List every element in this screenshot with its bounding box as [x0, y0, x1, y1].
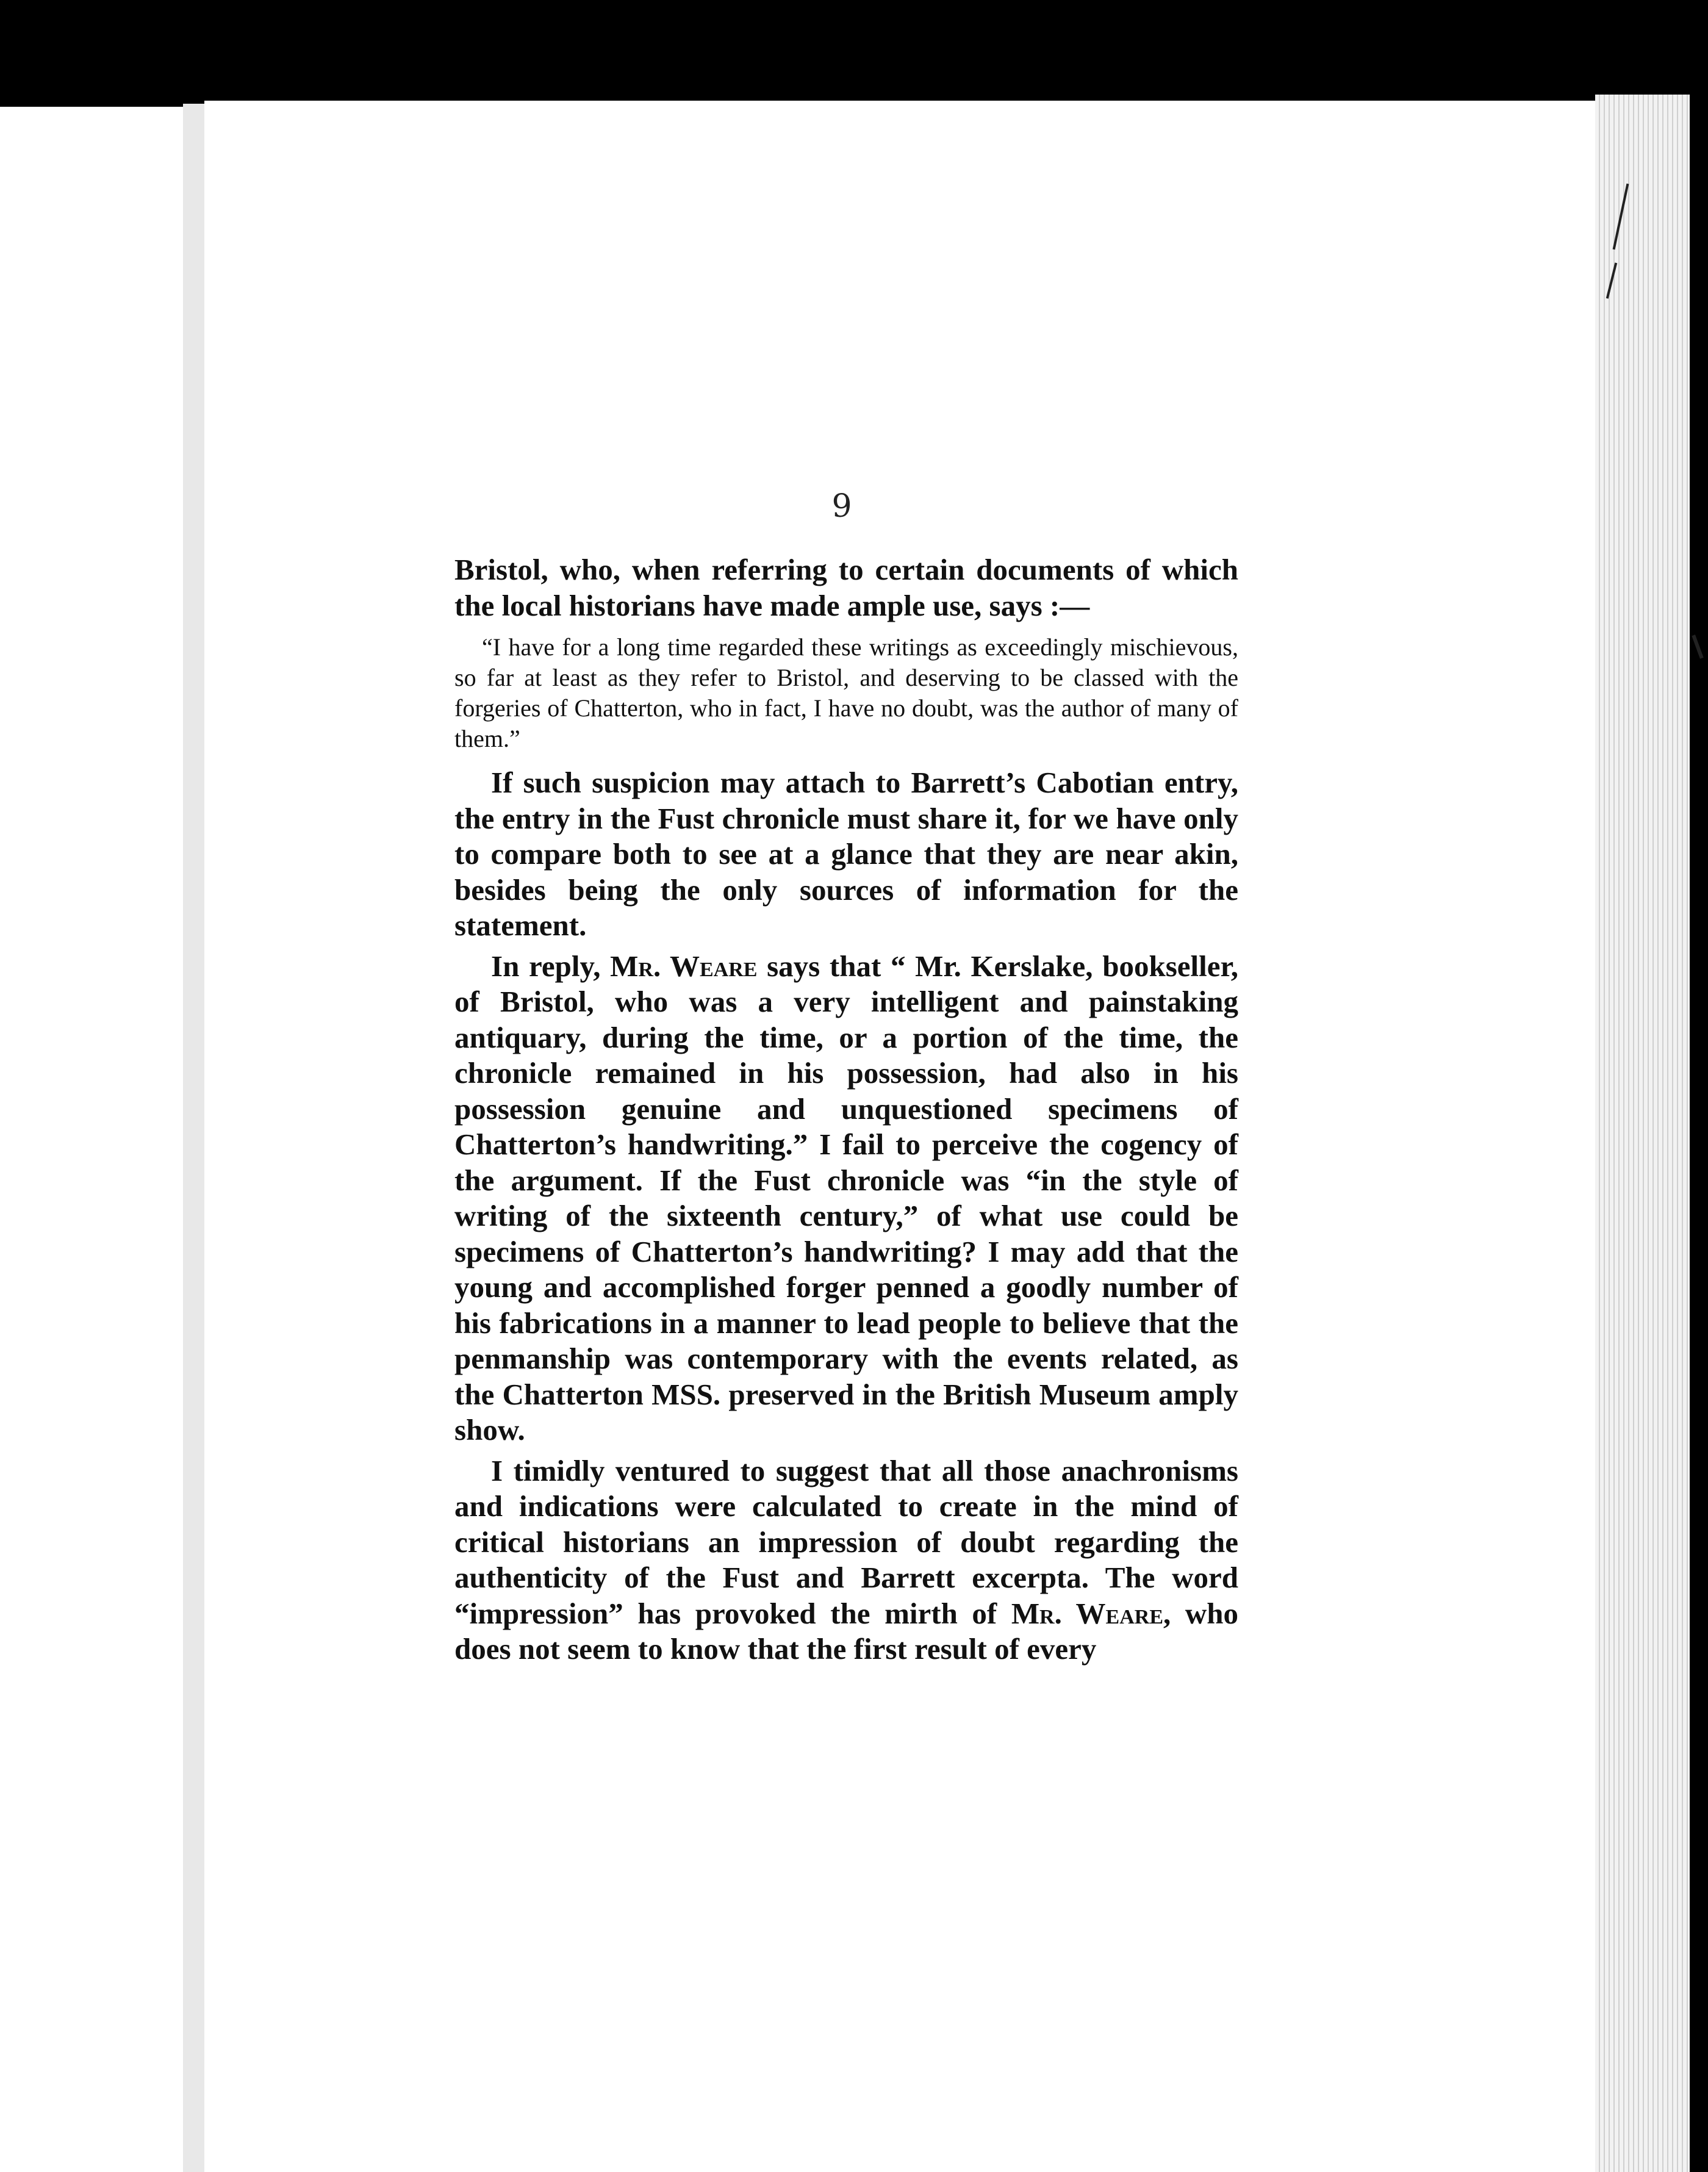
page-text: [454, 552, 1238, 1672]
person-name: Mr. Weare: [1011, 1596, 1164, 1630]
paragraph-2: If such suspicion may attach to Barrett’s Cabotian entry, the entry in the Fust chronicle must share it, for we have only to compare both to see at a glance that they are near akin, besides being the only sources of information for the statement.: [454, 766, 1238, 942]
paragraph-1: Bristol, who, when referring to certain documents of which the local historians have made ample use, says :—: [454, 553, 1238, 622]
person-name: Mr. Weare: [610, 949, 758, 983]
paragraph-4-start: I timidly ventured to suggest that all those anachronisms and indications were calculated to create in the mind of critical historians an impression of doubt regarding the authenticity of the Fust and Barrett excerpta. The word “impression” has provoked the mirth of: [454, 1453, 1238, 1630]
page-edges: [1595, 95, 1690, 2172]
paragraph-3: [454, 949, 1238, 1448]
page-gutter-shadow: [183, 104, 207, 2172]
paragraph-4-rest: , who does not seem to know that the first result of every: [454, 1596, 1238, 1666]
left-page: [0, 107, 189, 2172]
paragraph-3-rest: says that “ Mr. Kerslake, bookseller, of Bristol, who was a very intelligent and painstaking antiquary, during the time, or a portion of the time, the chronicle remained in his possession, had also in his possession genuine and unquestioned specimens of Chatterton’s handwriting.” I fail to perceive the cogency of the argument. If the Fust chronicle was “in the style of writing of the sixteenth century,” of what use could be specimens of Chatterton’s handwriting? I may add that the young and accomplished forger penned a goodly number of his fabrications in a manner to lead people to believe that the penmanship was contemporary with the events related, as the Chatterton MSS. preserved in the British Museum amply show.: [454, 949, 1238, 1447]
scan-mark: [1692, 635, 1703, 659]
block-quote: “I have for a long time regarded these writings as exceedingly mischievous, so far at least as they refer to Bristol, and deserving to be classed with the forgeries of Chatterton, who in fact, I have no doubt, was the author of many of them.”: [454, 633, 1238, 752]
paragraph-4: [454, 1453, 1238, 1667]
paragraph-3-start: In reply,: [491, 949, 611, 983]
page-number: 9: [831, 488, 852, 525]
